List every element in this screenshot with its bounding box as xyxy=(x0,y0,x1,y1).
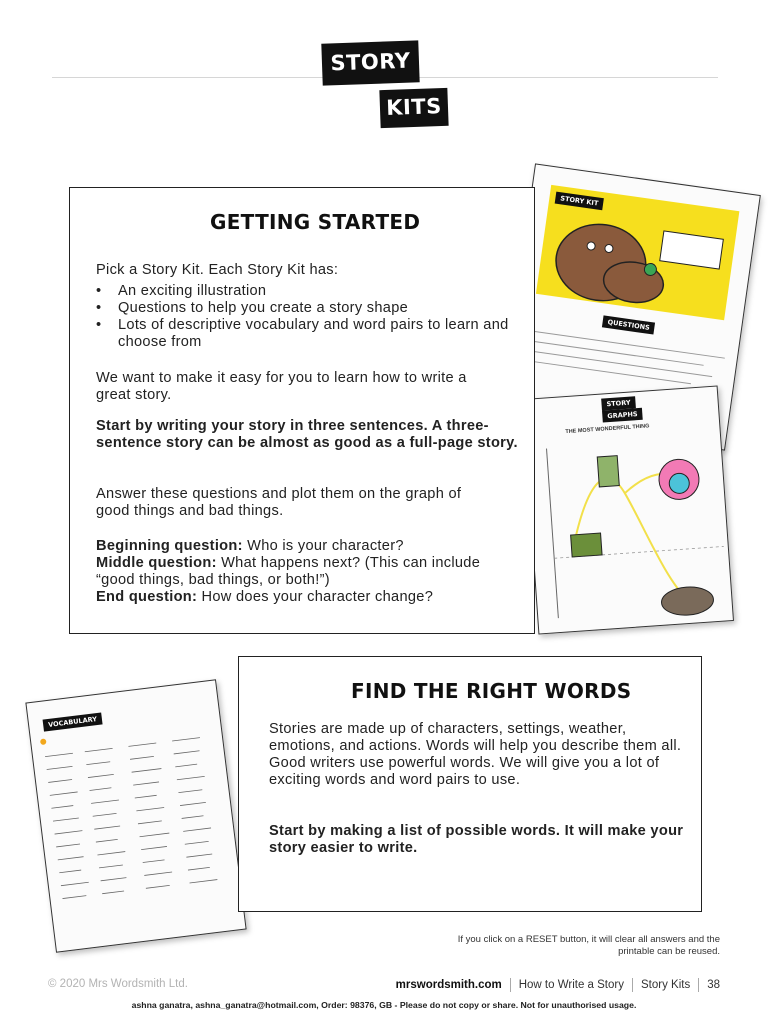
logo-kits-text: KITS xyxy=(385,94,443,120)
list-item: • Lots of descriptive vocabulary and word pairs to learn and choose from xyxy=(96,317,521,351)
beginning-question: Beginning question: Who is your character? xyxy=(96,538,404,554)
word-list-paragraph: Start by making a list of possible words. It will make your story easier to write. xyxy=(269,823,684,856)
vocabulary-sheet-thumbnail xyxy=(25,679,246,953)
getting-started-intro: Pick a Story Kit. Each Story Kit has: xyxy=(96,262,339,278)
reset-note: If you click on a RESET button, it will clear all answers and the printable can be reused. xyxy=(457,934,720,957)
list-item: • Questions to help you create a story shape xyxy=(96,300,521,317)
divider xyxy=(632,978,633,992)
find-words-title: FIND THE RIGHT WORDS xyxy=(351,679,632,703)
monster-illustration xyxy=(536,185,739,320)
yellow-illustration-panel xyxy=(536,185,739,320)
three-sentence-paragraph: Start by writing your story in three sentences. A three-sentence story can be almost as good as a full-page story. xyxy=(96,418,518,451)
story-kit-features-list xyxy=(96,283,521,351)
text-line xyxy=(522,360,690,385)
vocabulary-columns xyxy=(26,680,246,953)
graph-heading: THE MOST WONDERFUL THING xyxy=(565,423,650,436)
page-number: 38 xyxy=(707,979,720,991)
easy-to-learn-paragraph: We want to make it easy for you to learn how to write a great story. xyxy=(96,370,467,403)
getting-started-card xyxy=(69,187,535,634)
story-graph-sheet-thumbnail xyxy=(522,385,734,634)
story-graph-illustration xyxy=(526,426,734,634)
find-words-paragraph: Stories are made up of characters, settings, weather, emotions, and actions. Words will help you describe them all. Good writers use powerful words. We will give you a lot of exciting words and word pairs to use. xyxy=(269,721,682,788)
divider xyxy=(698,978,699,992)
graphs-badge: GRAPHS xyxy=(602,408,643,423)
story-badge: STORY xyxy=(601,396,636,410)
footer-nav xyxy=(396,978,720,992)
copyright: © 2020 Mrs Wordsmith Ltd. xyxy=(48,978,188,990)
order-watermark: ashna ganatra, ashna_ganatra@hotmail.com, Order: 98376, GB - Please do not copy or share. Not for unauthorised usage. xyxy=(131,1000,637,1010)
getting-started-title: GETTING STARTED xyxy=(210,210,421,234)
logo-kits-block xyxy=(379,88,448,128)
doc-title: How to Write a Story xyxy=(518,979,624,991)
vocabulary-badge: VOCABULARY xyxy=(43,712,103,731)
story-questions xyxy=(96,538,521,606)
list-item: • An exciting illustration xyxy=(96,283,521,300)
plot-questions-paragraph: Answer these questions and plot them on the graph of good things and bad things. xyxy=(96,486,462,519)
logo-story-block xyxy=(321,40,419,85)
logo-story-text: STORY xyxy=(330,48,411,76)
story-kit-badge: STORY KIT xyxy=(555,192,604,211)
end-question: End question: How does your character change? xyxy=(96,589,434,605)
site-link[interactable]: mrswordsmith.com xyxy=(395,979,502,991)
find-words-card xyxy=(238,656,702,912)
divider xyxy=(510,978,511,992)
questions-badge: QUESTIONS xyxy=(602,315,656,334)
section-name: Story Kits xyxy=(640,979,691,991)
middle-question: Middle question: What happens next? (This can include “good things, bad things, or both!”) xyxy=(96,555,481,588)
page-footer xyxy=(48,978,720,992)
